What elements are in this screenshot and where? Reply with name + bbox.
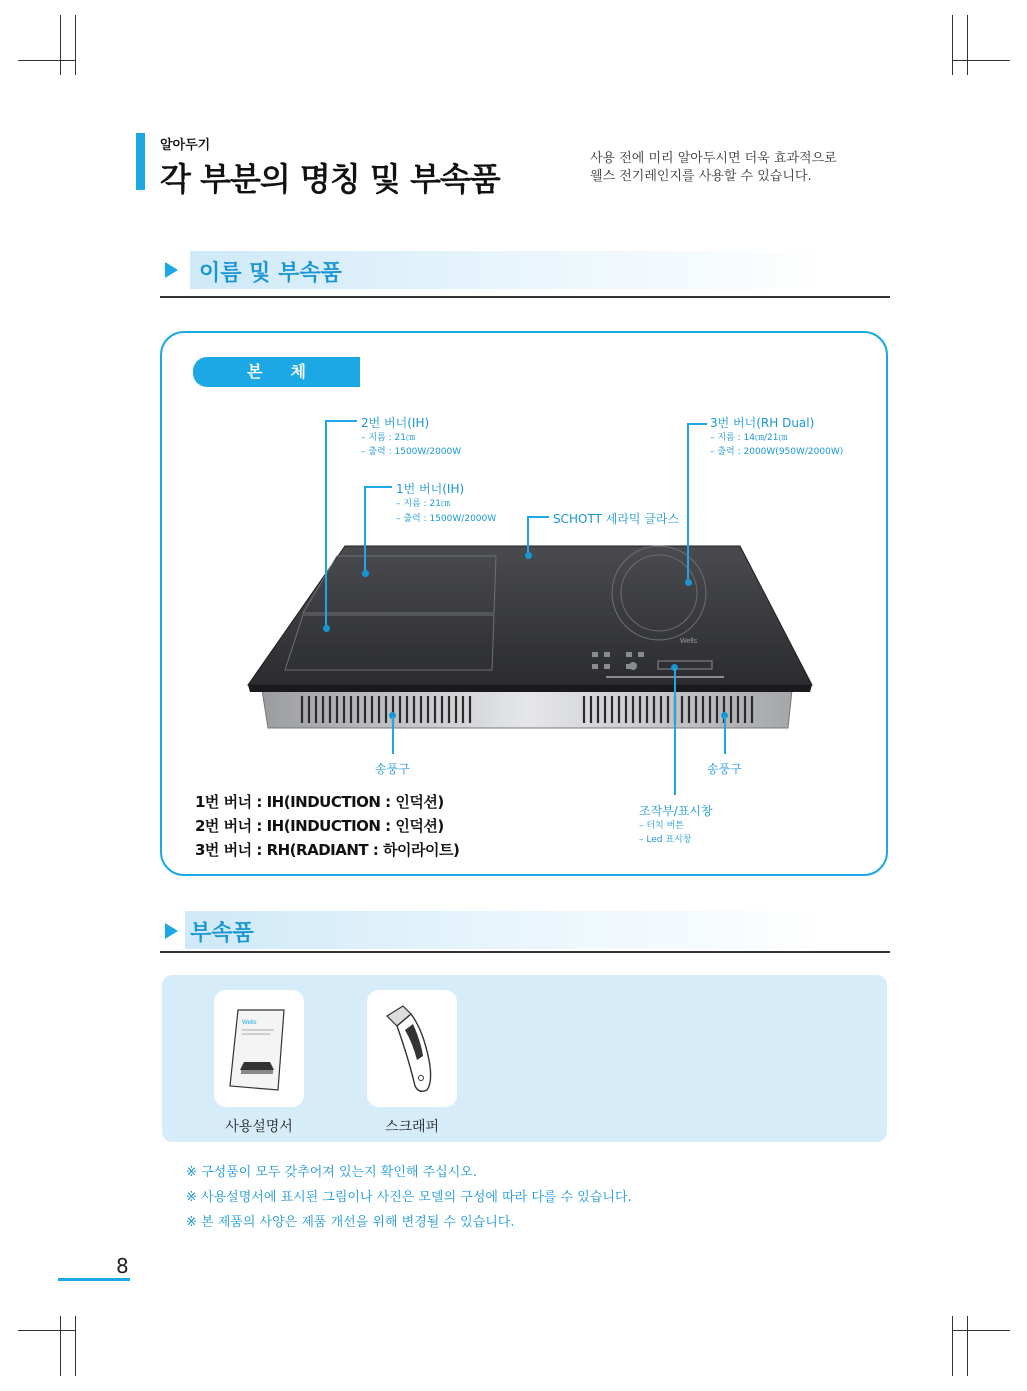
manual-icon [214, 990, 304, 1107]
crop-mark [967, 15, 968, 75]
description-line: 웰스 전기레인지를 사용할 수 있습니다. [590, 169, 812, 184]
glass-label: SCHOTT 세라믹 글라스 [553, 512, 680, 526]
burner-type-item: 1번 버너 : IH(INDUCTION : 인덕션) [195, 793, 444, 811]
description-line: 사용 전에 미리 알아두시면 더욱 효과적으로 [590, 151, 837, 166]
section-divider [160, 296, 890, 298]
callout-line-control [674, 668, 676, 795]
callout-line-burner2 [325, 420, 327, 630]
callout-line-burner1 [364, 486, 366, 572]
crop-mark [952, 60, 1010, 61]
crop-mark [952, 1316, 953, 1376]
callout-line-vent-left [392, 716, 394, 754]
control-label: 조작부/표시창 [639, 804, 713, 818]
crop-mark [952, 1330, 1010, 1331]
burner2-size: – 지름 : 21㎝ [361, 433, 415, 443]
section-title: 부속품 [190, 921, 254, 946]
callout-line-burner3 [687, 423, 707, 425]
note-item: ※ 사용설명서에 표시된 그림이나 사진은 모델의 구성에 따라 다를 수 있습니다. [186, 1190, 632, 1205]
callout-dot-burner2 [323, 625, 330, 632]
crop-mark [952, 15, 953, 75]
glass-front-edge [248, 685, 812, 692]
cooktop-illustration [240, 540, 820, 740]
crop-mark [75, 15, 76, 75]
callout-line-vent-right [724, 716, 726, 754]
callout-dot-burner1 [362, 570, 369, 577]
cooktop-base [262, 690, 792, 728]
callout-line-glass [527, 516, 549, 518]
scraper-icon [367, 990, 457, 1107]
crop-mark [18, 1330, 76, 1331]
callout-line-burner2 [325, 420, 357, 422]
burner3-power: – 출력 : 2000W(950W/2000W) [710, 447, 844, 457]
callout-line-burner1 [364, 486, 392, 488]
callout-dot-burner3 [685, 579, 692, 586]
crop-mark [18, 60, 76, 61]
section-arrow-icon [165, 923, 178, 939]
crop-mark [60, 1316, 61, 1376]
control-item: – Led 표시창 [639, 835, 692, 845]
control-item: – 터치 버튼 [639, 821, 684, 831]
accessory-label: 스크래퍼 [384, 1119, 440, 1135]
burner3-size: – 지름 : 14㎝/21㎝ [710, 433, 788, 443]
burner1-size: – 지름 : 21㎝ [396, 499, 450, 509]
note-item: ※ 본 제품의 사양은 제품 개선을 위해 변경될 수 있습니다. [186, 1215, 515, 1230]
callout-line-glass [527, 516, 529, 554]
burner3-label: 3번 버너(RH Dual) [710, 416, 815, 430]
page-description [590, 150, 837, 186]
burner-type-list [195, 790, 459, 862]
burner1-label: 1번 버너(IH) [396, 482, 465, 496]
burner-type-item: 3번 버너 : RH(RADIANT : 하이라이트) [195, 841, 460, 859]
section-title: 이름 및 부속품 [199, 261, 342, 286]
title-accent-bar [136, 133, 145, 190]
callout-line-burner3 [687, 423, 689, 581]
burner1-power: – 출력 : 1500W/2000W [396, 514, 497, 524]
vent-right-label: 송풍구 [707, 762, 742, 776]
section-arrow-icon [165, 262, 178, 278]
body-tab-label: 본체 [193, 357, 360, 387]
accessory-card [214, 990, 304, 1107]
burner-type-item: 2번 버너 : IH(INDUCTION : 인덕션) [195, 817, 444, 835]
page-title: 각 부분의 명칭 및 부속품 [160, 160, 500, 198]
burner2-power: – 출력 : 1500W/2000W [361, 447, 462, 457]
svg-text:Wells: Wells [242, 1020, 257, 1026]
cooktop-brand-logo: Wells [680, 638, 697, 645]
callout-dot-glass [525, 552, 532, 559]
crop-mark [60, 15, 61, 75]
crop-mark [75, 1316, 76, 1376]
vent-left-label: 송풍구 [375, 762, 410, 776]
page-number: 8 [116, 1254, 129, 1278]
page-number-underline [58, 1278, 130, 1281]
page-kicker: 알아두기 [160, 138, 211, 153]
section-divider [160, 951, 890, 953]
section-header-bg [185, 911, 825, 949]
note-item: ※ 구성품이 모두 갖추어져 있는지 확인해 주십시오. [186, 1165, 477, 1180]
accessory-card [367, 990, 457, 1107]
crop-mark [967, 1316, 968, 1376]
burner2-label: 2번 버너(IH) [361, 416, 430, 430]
accessory-label: 사용설명서 [225, 1119, 293, 1135]
